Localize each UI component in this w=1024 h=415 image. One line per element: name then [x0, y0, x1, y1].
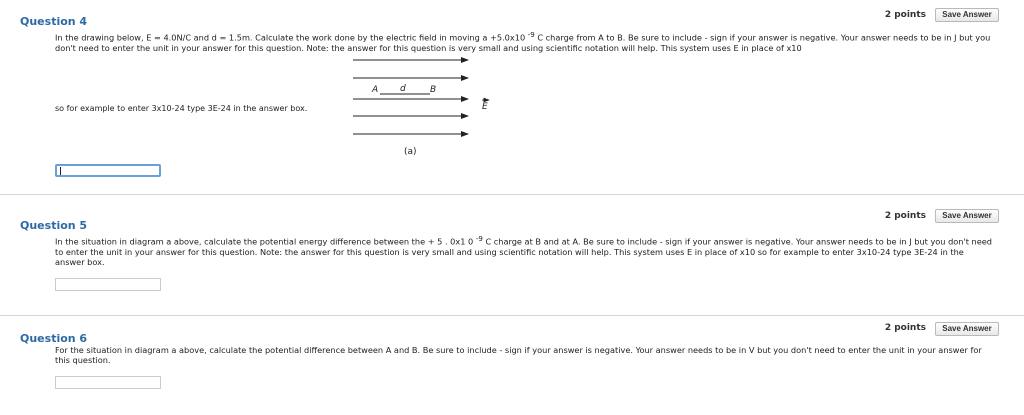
points-label: 2 points: [884, 323, 926, 333]
points-label: 2 points: [884, 211, 926, 221]
format-note: so for example to enter 3x10-24 type 3E-24 in the answer box.: [55, 104, 308, 113]
text-cursor: [60, 167, 61, 175]
field-label: E: [482, 102, 488, 112]
question-title: Question 4: [20, 15, 88, 28]
question-text: For the situation in diagram a above, calculate the potential difference between A and B. Be sure to include - sign if your answer is negative. Your answer needs to be in V but you don't need to enter the unit in your answer for this question.: [55, 345, 982, 365]
question-title: Question 5: [20, 219, 88, 232]
diagram-caption: (a): [404, 147, 417, 157]
question-6: [0, 317, 1024, 415]
answer-input[interactable]: [55, 376, 161, 389]
question-text-part: C charge from A to B. Be sure to include - sign if your answer is negative. Your answer needs to be in J but you don't need to enter the unit in your answer for this question. Note: the answer for this question is very small and using scientific notation will help. This system uses E in place of x10: [55, 32, 991, 53]
question-4: [0, 0, 1024, 195]
question-text: [55, 234, 995, 267]
question-text-part: In the situation in diagram a above, calculate the potential energy difference between the + 5 . 0x1 0: [55, 236, 474, 247]
electric-field-diagram: [348, 48, 498, 163]
exponent: -9: [527, 31, 535, 39]
points-label: 2 points: [884, 10, 926, 20]
point-a-label: A: [372, 85, 379, 95]
exponent: -9: [475, 235, 483, 243]
question-text: [55, 30, 995, 53]
answer-input[interactable]: [55, 278, 161, 291]
save-answer-button[interactable]: Save Answer: [935, 8, 999, 22]
save-answer-button[interactable]: Save Answer: [935, 209, 999, 223]
answer-input[interactable]: [55, 164, 161, 177]
distance-label: d: [400, 84, 406, 94]
question-5: [0, 196, 1024, 316]
question-text-part: In the drawing below, E = 4.0N/C and d = 1.5m. Calculate the work done by the electric field in moving a +5.0x10: [55, 32, 526, 43]
question-text-part: C charge at B and at A. Be sure to include - sign if your answer is negative. Your answer needs to be in J but you don't need to enter the unit in your answer for this question. Note: the answer for this question is very small and using scientific notation will help. This system uses E in place of x10 so for example to enter 3x10-24 type 3E-24 in the answer box.: [55, 236, 993, 267]
question-title: Question 6: [20, 332, 88, 345]
save-answer-button[interactable]: Save Answer: [935, 322, 999, 336]
point-b-label: B: [430, 85, 437, 95]
